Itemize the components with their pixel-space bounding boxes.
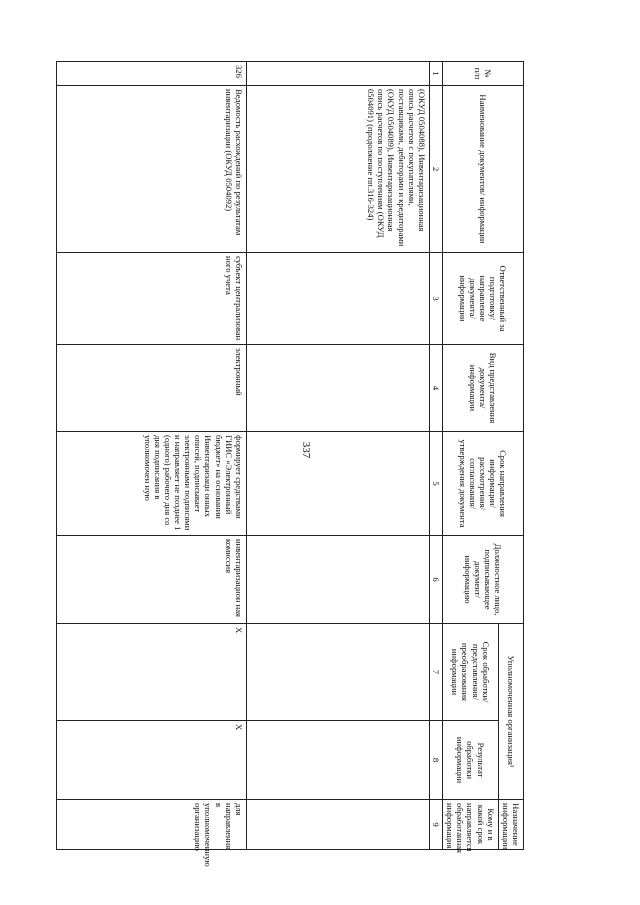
column-number-row: [429, 62, 442, 850]
row-recipient: для направления в уполномоченную организацию: [56, 800, 246, 850]
header-signer: Должностное лицо, подписывающее документ/ информацию: [443, 536, 524, 624]
column-number: 6: [429, 536, 442, 624]
header-authorized-org: Уполномоченная организация¹: [498, 624, 523, 800]
row-doc-name: Ведомость расхождений по результатам инвентаризации (ОКУД 0504092): [56, 86, 246, 253]
rotated-table-container: [110, 61, 524, 867]
header-purpose: Назначение информации: [498, 800, 523, 850]
row-number: 326: [56, 62, 246, 86]
row-term: [246, 432, 429, 536]
document-table: [56, 61, 524, 867]
row-term: формирует средствами ГИИС «Электронный бюджет» на основании Инвентаризаци онных описей, подписывает электронными подписями и направляет не позднее 1 (одного) рабочего дня со дня подписания в уполномочен ную: [56, 432, 246, 536]
column-number: 1: [429, 62, 442, 86]
row-kind: [246, 345, 429, 432]
row-processing-term: X: [56, 624, 246, 721]
header-processing-result: Результат обработки информации: [443, 721, 499, 800]
header-recipient: Кому и в какой срок направляется обработанная информация: [443, 800, 499, 850]
table-row-326: [56, 62, 246, 850]
column-number: 7: [429, 624, 442, 721]
table-row-continuation: [246, 62, 429, 850]
row-responsible: [246, 253, 429, 345]
column-number: 9: [429, 800, 442, 850]
header-row-1: [498, 62, 523, 850]
column-number: 8: [429, 721, 442, 800]
row-number: [246, 62, 429, 86]
row-processing-result: [246, 721, 429, 800]
row-recipient: [246, 800, 429, 850]
row-doc-name: (ОКУД 0504088), Инвентаризационная опись расчетов с покупателями, поставщиками, дебиторами и кредиторами (ОКУД 0504089), Инвентаризационная опись расчетов по поступлениям (ОКУД 0504091) (продолжение пп.316-324): [246, 86, 429, 253]
column-number: 2: [429, 86, 442, 253]
page-number: 337: [300, 441, 312, 459]
header-kind: Вид представления документа/ информации: [443, 345, 524, 432]
row-kind: электронный: [56, 345, 246, 432]
header-number: № п/п: [443, 62, 524, 86]
header-processing-term: Срок обработки/ представления/ преобразования информации: [443, 624, 499, 721]
row-signer: [246, 536, 429, 624]
header-doc-name: Наименование документов/ информации: [443, 86, 524, 253]
header-term: Срок направления информации/ рассмотрения/ согласования/ утверждения документа: [443, 432, 524, 536]
row-signer: инвентаризацион ная комиссия: [56, 536, 246, 624]
column-number: 5: [429, 432, 442, 536]
row-processing-term: [246, 624, 429, 721]
column-number: 4: [429, 345, 442, 432]
row-responsible: субъект централизован ного учета: [56, 253, 246, 345]
column-number: 3: [429, 253, 442, 345]
row-processing-result: X: [56, 721, 246, 800]
header-responsible: Ответственный за подготовку/ направление документа/ информации: [443, 253, 524, 345]
